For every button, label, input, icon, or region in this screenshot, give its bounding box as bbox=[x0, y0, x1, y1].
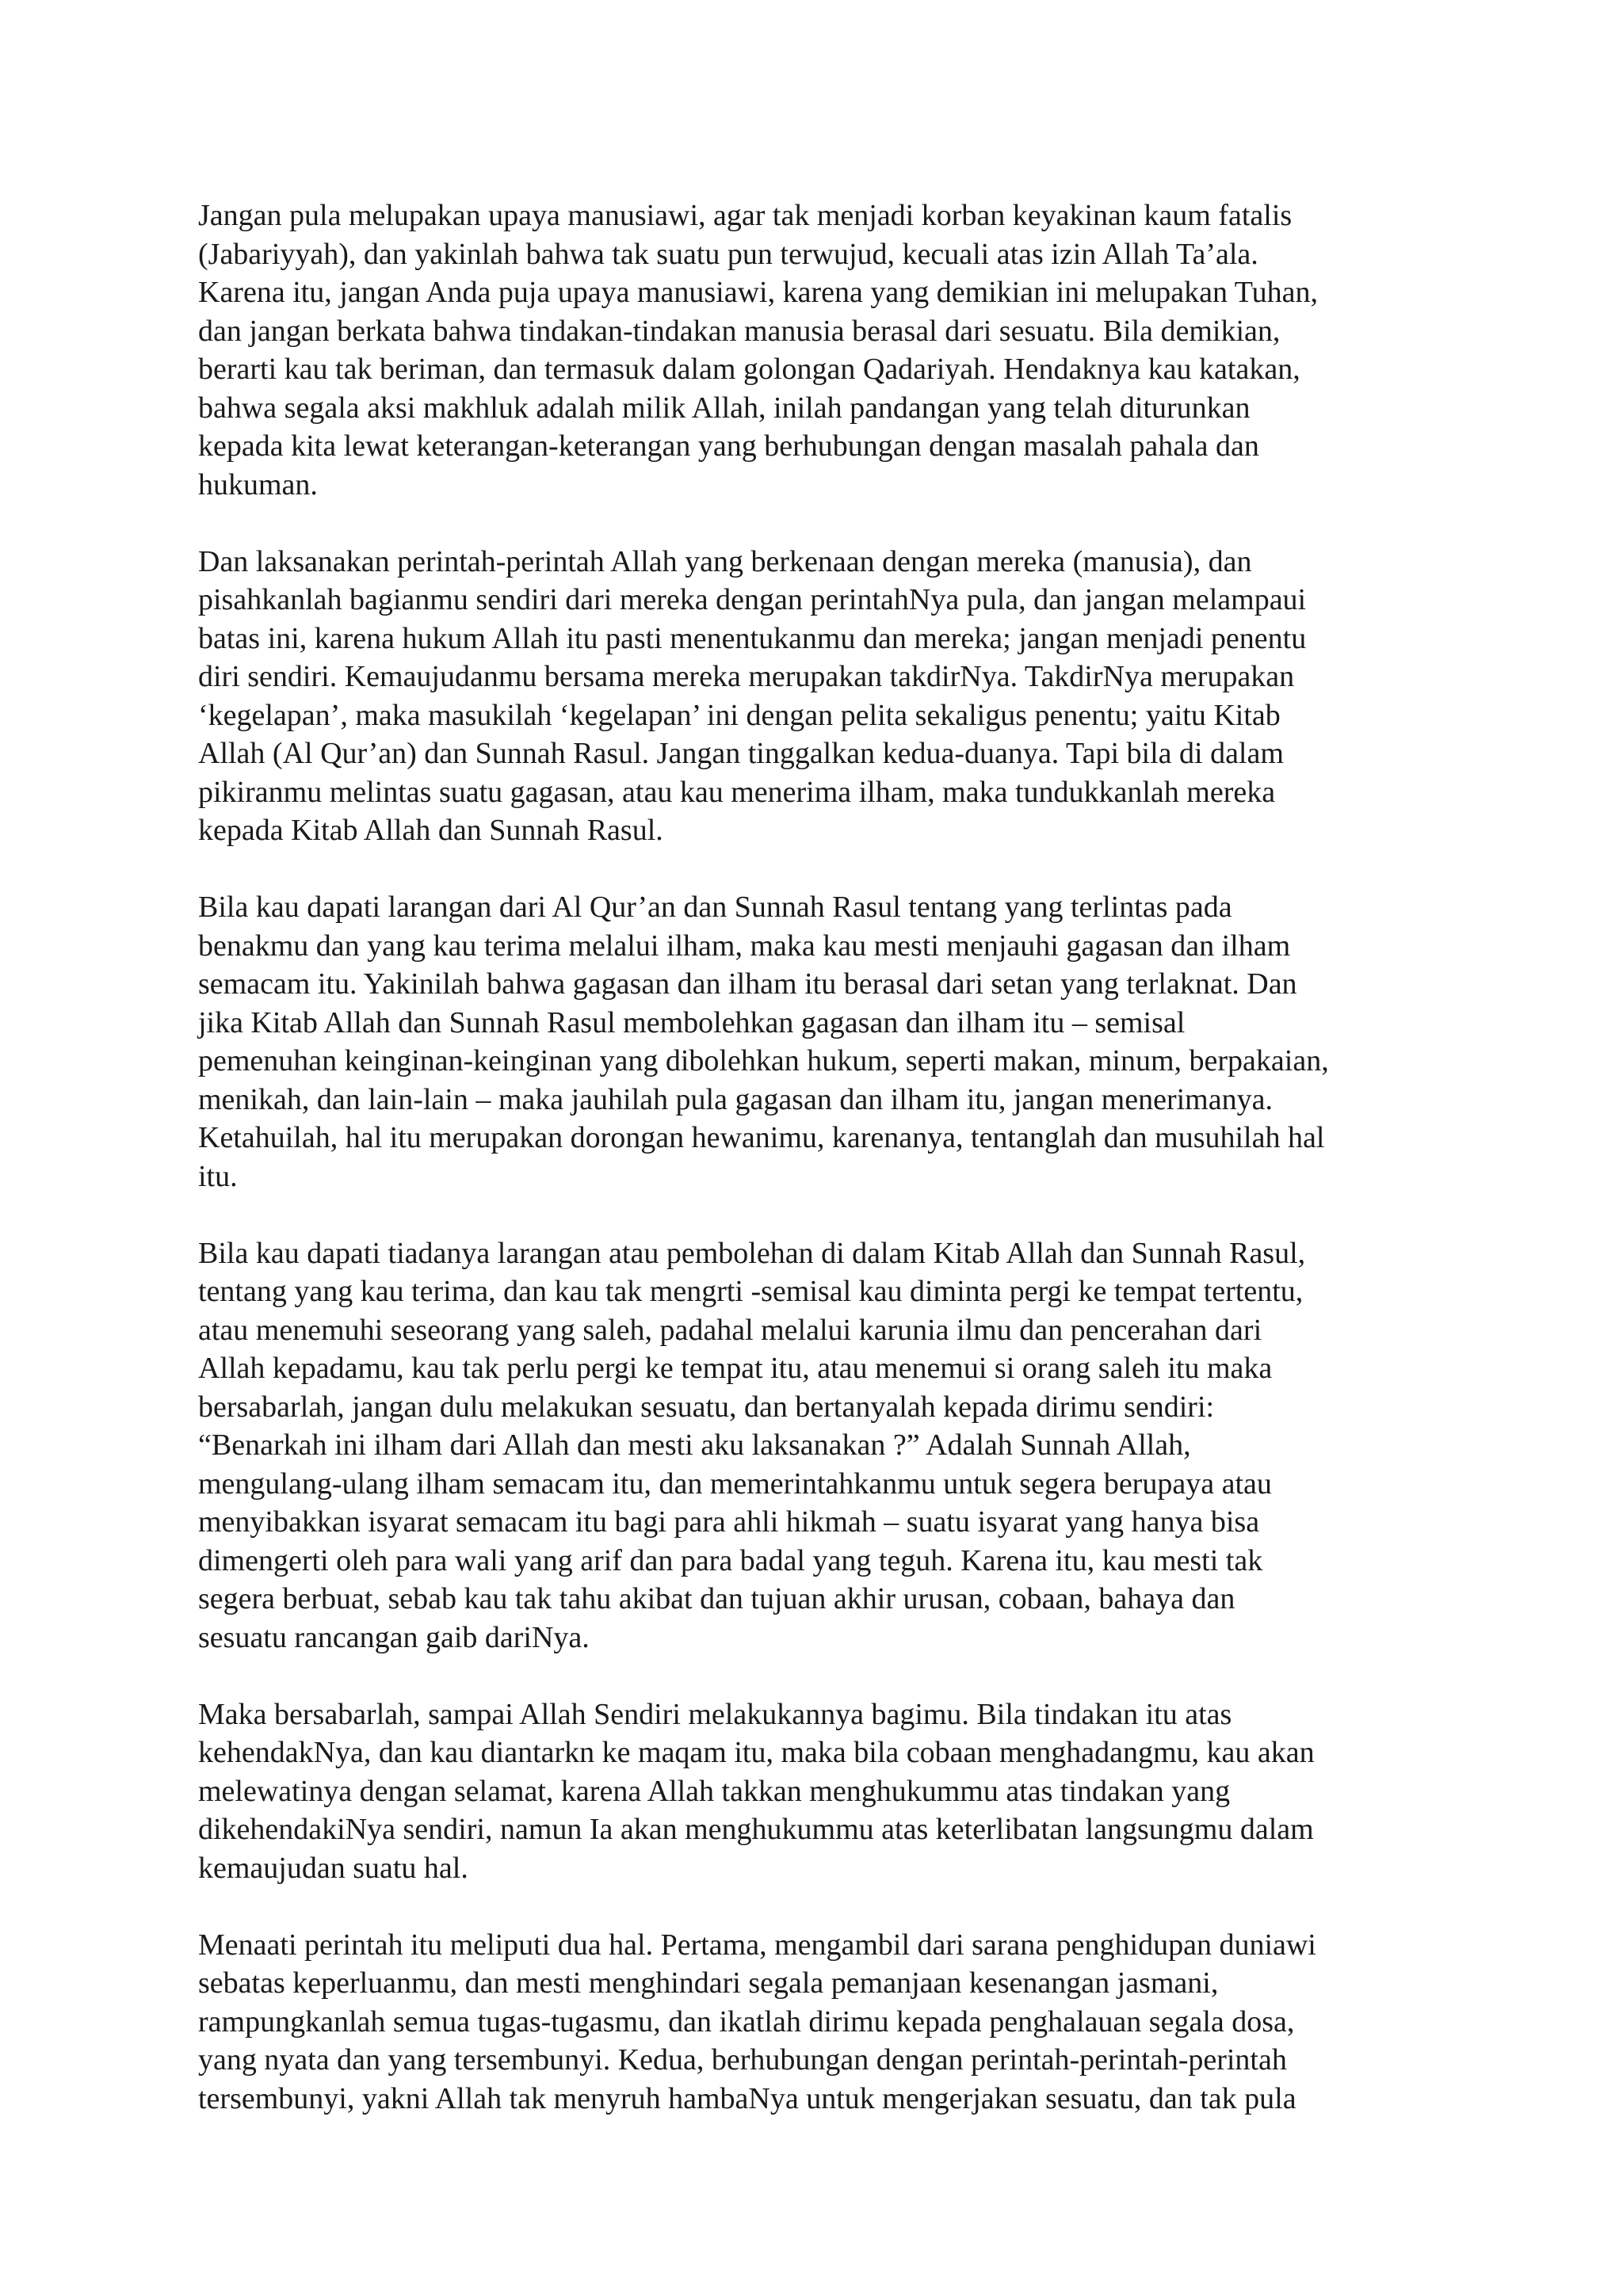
text-line: tersembunyi, yakni Allah tak menyruh hambaNya untuk mengerjakan sesuatu, dan tak pula bbox=[198, 2081, 1296, 2115]
paragraph-2 bbox=[198, 543, 1450, 850]
document-body bbox=[198, 196, 1450, 2157]
paragraph-6 bbox=[198, 1926, 1450, 2119]
text-line: “Benarkah ini ilham dari Allah dan mesti aku laksanakan ?” Adalah Sunnah Allah, bbox=[198, 1428, 1191, 1462]
text-line: dikehendakiNya sendiri, namun Ia akan menghukummu atas keterlibatan langsungmu dalam bbox=[198, 1813, 1314, 1846]
text-line: segera berbuat, sebab kau tak tahu akibat dan tujuan akhir urusan, cobaan, bahaya dan bbox=[198, 1582, 1235, 1615]
text-line: tentang yang kau terima, dan kau tak mengrti -semisal kau diminta pergi ke tempat tertentu, bbox=[198, 1275, 1304, 1308]
text-line: yang nyata dan yang tersembunyi. Kedua, berhubungan dengan perintah-perintah-perintah bbox=[198, 2043, 1287, 2077]
text-line: rampungkanlah semua tugas-tugasmu, dan ikatlah dirimu kepada penghalauan segala dosa, bbox=[198, 2004, 1295, 2039]
text-line: benakmu dan yang kau terima melalui ilham, maka kau mesti menjauhi gagasan dan ilham bbox=[198, 929, 1291, 963]
text-line: sesuatu rancangan gaib dariNya. bbox=[198, 1620, 590, 1654]
text-line: Ketahuilah, hal itu merupakan dorongan hewanimu, karenanya, tentanglah dan musuhilah hal bbox=[198, 1121, 1325, 1154]
text-line: Maka bersabarlah, sampai Allah Sendiri melakukannya bagimu. Bila tindakan itu atas bbox=[198, 1697, 1232, 1731]
text-line: menikah, dan lain-lain – maka jauhilah pula gagasan dan ilham itu, jangan menerimanya. bbox=[198, 1082, 1273, 1116]
text-line: melewatinya dengan selamat, karena Allah takkan menghukummu atas tindakan yang bbox=[198, 1774, 1231, 1808]
text-line: bahwa segala aksi makhluk adalah milik Allah, inilah pandangan yang telah diturunkan bbox=[198, 391, 1251, 425]
text-line: ‘kegelapan’, maka masukilah ‘kegelapan’ ini dengan pelita sekaligus penentu; yaitu Kitab bbox=[198, 698, 1281, 732]
text-line: Bila kau dapati larangan dari Al Qur’an dan Sunnah Rasul tentang yang terlintas pada bbox=[198, 891, 1232, 924]
text-line: berarti kau tak beriman, dan termasuk dalam golongan Qadariyah. Hendaknya kau katakan, bbox=[198, 353, 1300, 386]
text-line: batas ini, karena hukum Allah itu pasti menentukanmu dan mereka; jangan menjadi penentu bbox=[198, 621, 1307, 655]
paragraph-3 bbox=[198, 888, 1450, 1196]
text-line: pisahkanlah bagianmu sendiri dari mereka dengan perintahNya pula, dan jangan melampaui bbox=[198, 583, 1307, 616]
text-line: kehendakNya, dan kau diantarkn ke maqam itu, maka bila cobaan menghadangmu, kau akan bbox=[198, 1736, 1315, 1769]
text-line: mengulang-ulang ilham semacam itu, dan memerintahkanmu untuk segera berupaya atau bbox=[198, 1466, 1272, 1501]
text-line: dan jangan berkata bahwa tindakan-tindakan manusia berasal dari sesuatu. Bila demikian, bbox=[198, 314, 1281, 348]
text-line: (Jabariyyah), dan yakinlah bahwa tak suatu pun terwujud, kecuali atas izin Allah Ta’ala. bbox=[198, 237, 1258, 271]
text-line: bersabarlah, jangan dulu melakukan sesuatu, dan bertanyalah kepada dirimu sendiri: bbox=[198, 1390, 1215, 1424]
text-line: Karena itu, jangan Anda puja upaya manusiawi, karena yang demikian ini melupakan Tuhan, bbox=[198, 276, 1319, 309]
text-line: Menaati perintah itu meliputi dua hal. Pertama, mengambil dari sarana penghidupan duniawi bbox=[198, 1928, 1316, 1962]
text-line: Dan laksanakan perintah-perintah Allah yang berkenaan dengan mereka (manusia), dan bbox=[198, 544, 1252, 578]
text-line: Allah (Al Qur’an) dan Sunnah Rasul. Jangan tinggalkan kedua-duanya. Tapi bila di dalam bbox=[198, 737, 1284, 770]
paragraph-5 bbox=[198, 1695, 1450, 1888]
text-line: Allah kepadamu, kau tak perlu pergi ke tempat itu, atau menemui si orang saleh itu maka bbox=[198, 1352, 1273, 1385]
text-line: Jangan pula melupakan upaya manusiawi, agar tak menjadi korban keyakinan kaum fatalis bbox=[198, 199, 1293, 232]
text-line: atau menemuhi seseorang yang saleh, padahal melalui karunia ilmu dan pencerahan dari bbox=[198, 1313, 1262, 1347]
text-line: pemenuhan keinginan-keinginan yang dibolehkan hukum, seperti makan, minum, berpakaian, bbox=[198, 1044, 1329, 1077]
paragraph-4 bbox=[198, 1234, 1450, 1657]
text-line: kepada kita lewat keterangan-keterangan yang berhubungan dengan masalah pahala dan bbox=[198, 429, 1259, 463]
text-line: diri sendiri. Kemaujudanmu bersama mereka merupakan takdirNya. TakdirNya merupakan bbox=[198, 660, 1295, 693]
text-line: hukuman. bbox=[198, 467, 318, 502]
text-line: kepada Kitab Allah dan Sunnah Rasul. bbox=[198, 814, 663, 847]
text-line: pikiranmu melintas suatu gagasan, atau kau menerima ilham, maka tundukkanlah mereka bbox=[198, 775, 1276, 809]
text-line: sebatas keperluanmu, dan mesti menghindari segala pemanjaan kesenangan jasmani, bbox=[198, 1966, 1219, 2000]
paragraph-1 bbox=[198, 196, 1450, 504]
text-line: itu. bbox=[198, 1159, 238, 1193]
text-line: semacam itu. Yakinilah bahwa gagasan dan ilham itu berasal dari setan yang terlaknat. Dan bbox=[198, 967, 1297, 1001]
text-line: kemaujudan suatu hal. bbox=[198, 1851, 468, 1885]
text-line: dimengerti oleh para wali yang arif dan para badal yang teguh. Karena itu, kau mesti tak bbox=[198, 1543, 1263, 1577]
text-line: jika Kitab Allah dan Sunnah Rasul membolehkan gagasan dan ilham itu – semisal bbox=[198, 1005, 1186, 1039]
text-line: menyibakkan isyarat semacam itu bagi para ahli hikmah – suatu isyarat yang hanya bisa bbox=[198, 1505, 1260, 1539]
text-line: Bila kau dapati tiadanya larangan atau pembolehan di dalam Kitab Allah dan Sunnah Rasul, bbox=[198, 1236, 1306, 1270]
